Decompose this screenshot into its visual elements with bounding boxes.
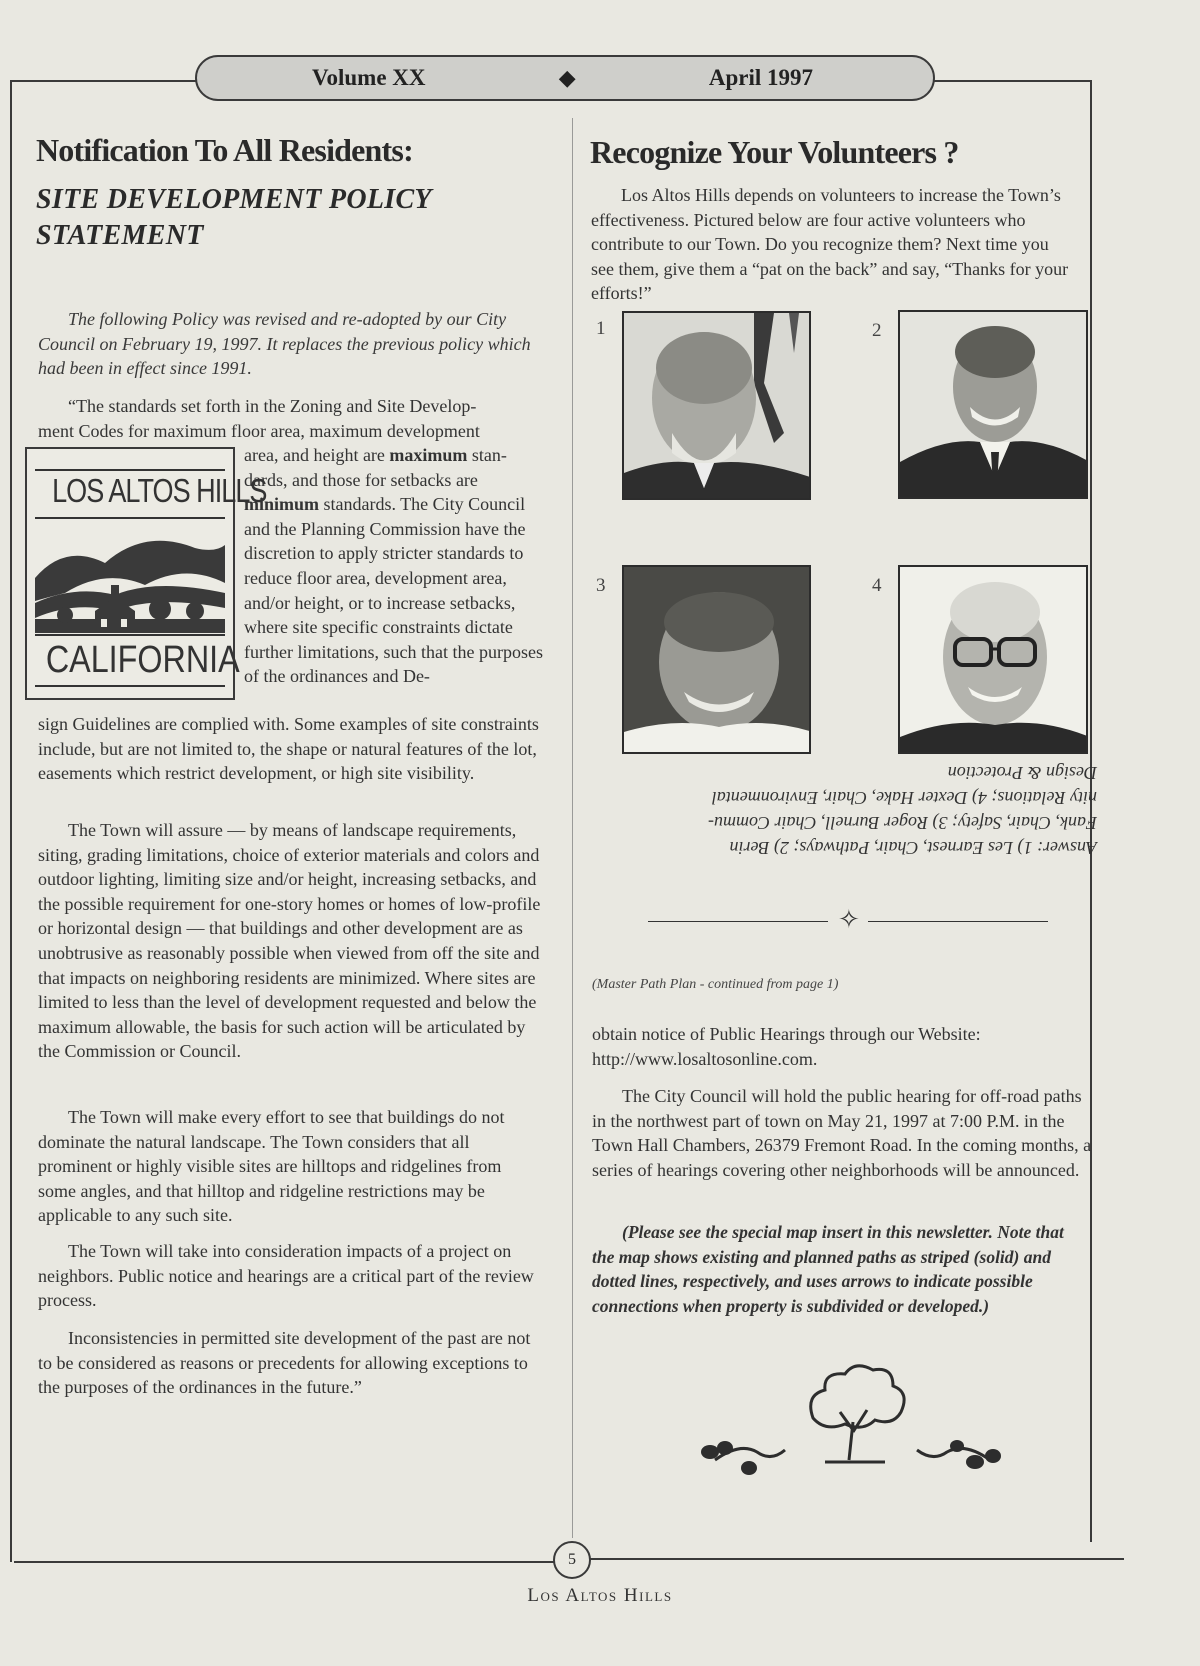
tree-ornament-icon: [695, 1360, 1015, 1480]
policy-wrap-text: [244, 443, 544, 689]
star-ornament-icon: ✧: [838, 905, 860, 934]
hills-illustration: [35, 523, 225, 633]
policy-paragraph: The Town will make every effort to see that buildings do not dominate the natural landscape. The Town considers that all prominent or highly visible sites are hilltops and ridgelines from some angles, and that hilltop and ridgeline restrictions may be applicable to any such site.: [38, 1107, 505, 1226]
policy-line: “The standards set forth in the Zoning and Site Develop-: [68, 396, 477, 416]
answer-line: Fank, Chair, Safety; 3) Roger Burnell, Chair Commu-: [708, 813, 1097, 833]
town-logo: [25, 447, 267, 700]
footer-title: Los Altos Hills: [527, 1585, 673, 1606]
policy-text: area, and height are: [244, 445, 390, 465]
frame-line: [10, 80, 12, 1562]
divider-line: [868, 921, 1048, 922]
volunteers-heading: Recognize Your Volunteers ?: [590, 134, 959, 170]
policy-title-line: STATEMENT: [36, 220, 204, 251]
continued-caption: (Master Path Plan - continued from page 1): [592, 977, 839, 992]
answer-key: [617, 760, 1097, 860]
policy-text: stan-dards, and those for setbacks are: [244, 445, 507, 490]
answer-line: Design & Protection: [947, 763, 1097, 783]
page-number: 5: [568, 1551, 576, 1568]
policy-title-line: SITE DEVELOPMENT POLICY: [36, 184, 432, 215]
policy-paragraph: Inconsistencies in permitted site development of the past are not to be considered as reasons or precedents for allowing exceptions to the purposes of the ordinances in the future.”: [38, 1328, 531, 1398]
diamond-icon: ◆: [558, 65, 576, 90]
volunteer-photo-1: [622, 311, 811, 500]
policy-para: [38, 818, 543, 1064]
issue-banner: [195, 55, 935, 101]
volunteers-intro-text: Los Altos Hills depends on volunteers to increase the Town’s effectiveness. Pictured below are four active volunteers who contribute to our Town. Do you recognize them? Next time you see them, give them a “pat on the back” and say, “Thanks for your efforts!”: [591, 185, 1069, 304]
policy-para: [38, 1326, 548, 1400]
policy-text-tail: sign Guidelines are complied with. Some examples of site constraints include, but are not limited to, the shape or natural features of the lot, easements which restrict development, or high site visibility.: [38, 714, 539, 784]
page-number-badge: [553, 1541, 591, 1579]
frame-line: [590, 1558, 1124, 1560]
path-plan-text: [592, 1022, 1092, 1071]
policy-title: [36, 182, 556, 254]
photo-number: 2: [872, 320, 882, 341]
policy-intro: The following Policy was revised and re-adopted by our City Council on February 19, 1997. It replaces the previous policy which had been in effect since 1991.: [38, 309, 531, 379]
volunteers-intro: [591, 183, 1071, 306]
photo-number: 1: [596, 318, 606, 339]
path-plan-paragraph: obtain notice of Public Hearings through our Website: http://www.losaltosonline.com.: [592, 1024, 981, 1069]
frame-line: [932, 80, 1091, 82]
policy-text: standards. The City Council and the Planning Commission have the discretion to apply stricter standards to reduce floor area, development area, and/or height, or to increase setbacks, where site specific constraints dictate further limitations, such that the purposes of the ordinances and De-: [244, 494, 543, 687]
divider-line: [648, 921, 828, 922]
emphasis-minimum: minimum: [244, 494, 320, 515]
logo-top-text: LOS ALTOS HILLS: [52, 472, 267, 509]
answer-line: Answer: 1) Les Earnest, Chair, Pathways; 2) Berin: [729, 838, 1097, 858]
path-plan-paragraph: The City Council will hold the public hearing for off-road paths in the northwest part of town on May 21, 1997 at 7:00 P.M. in the Town Hall Chambers, 26379 Fremont Road. In the coming months, a series of hearings covering other neighborhoods will be announced.: [592, 1086, 1092, 1180]
issue-date: April 1997: [708, 65, 813, 90]
volunteer-photo-3: [622, 565, 811, 754]
photo-number: 4: [872, 575, 882, 596]
volume-label: Volume XX: [312, 65, 426, 90]
policy-paragraph: The Town will assure — by means of landscape requirements, siting, grading limitations, choice of exterior materials and colors and outdoor lighting, limiting size and/or height, increasing setbacks, and the possible requirement for one-story homes or homes of low-profile or horizontal design — that buildings and other development are as unobtrusive as reasonably possible when viewed from off the site and that impacts on neighboring residents are minimized. Where sites are limited to less than the level of development requested and below the maximum allowable, the basis for such action will be articulated by the Commission or Council.: [38, 820, 541, 1062]
emphasis-maximum: maximum: [389, 445, 468, 465]
notification-heading: Notification To All Residents:: [36, 132, 413, 168]
map-note-text: (Please see the special map insert in this newsletter. Note that the map shows existing and planned paths as striped (solid) and dotted lines, respectively, and uses arrows to indicate possible connections when property is subdivided or developed.): [592, 1222, 1064, 1316]
path-plan-text: [592, 1084, 1097, 1182]
policy-paragraph: The Town will take into consideration impacts of a project on neighbors. Public notice and hearings are a critical part of the review process.: [38, 1241, 534, 1311]
photo-number: 3: [596, 575, 606, 596]
policy-para: [38, 1105, 543, 1228]
policy-text-top: [38, 394, 543, 443]
frame-line: [14, 1561, 556, 1563]
policy-line: ment Codes for maximum floor area, maximum development: [38, 420, 480, 441]
column-divider: [572, 118, 573, 1538]
frame-line: [10, 80, 196, 82]
logo-bottom-text: CALIFORNIA: [45, 639, 240, 681]
answer-line: nity Relations; 4) Dexter Hake, Chair, Environmental: [711, 788, 1097, 808]
volunteer-photo-4: [898, 565, 1088, 754]
policy-para: [38, 1239, 543, 1313]
volunteer-photo-2: [898, 310, 1088, 499]
map-note: [592, 1220, 1072, 1318]
